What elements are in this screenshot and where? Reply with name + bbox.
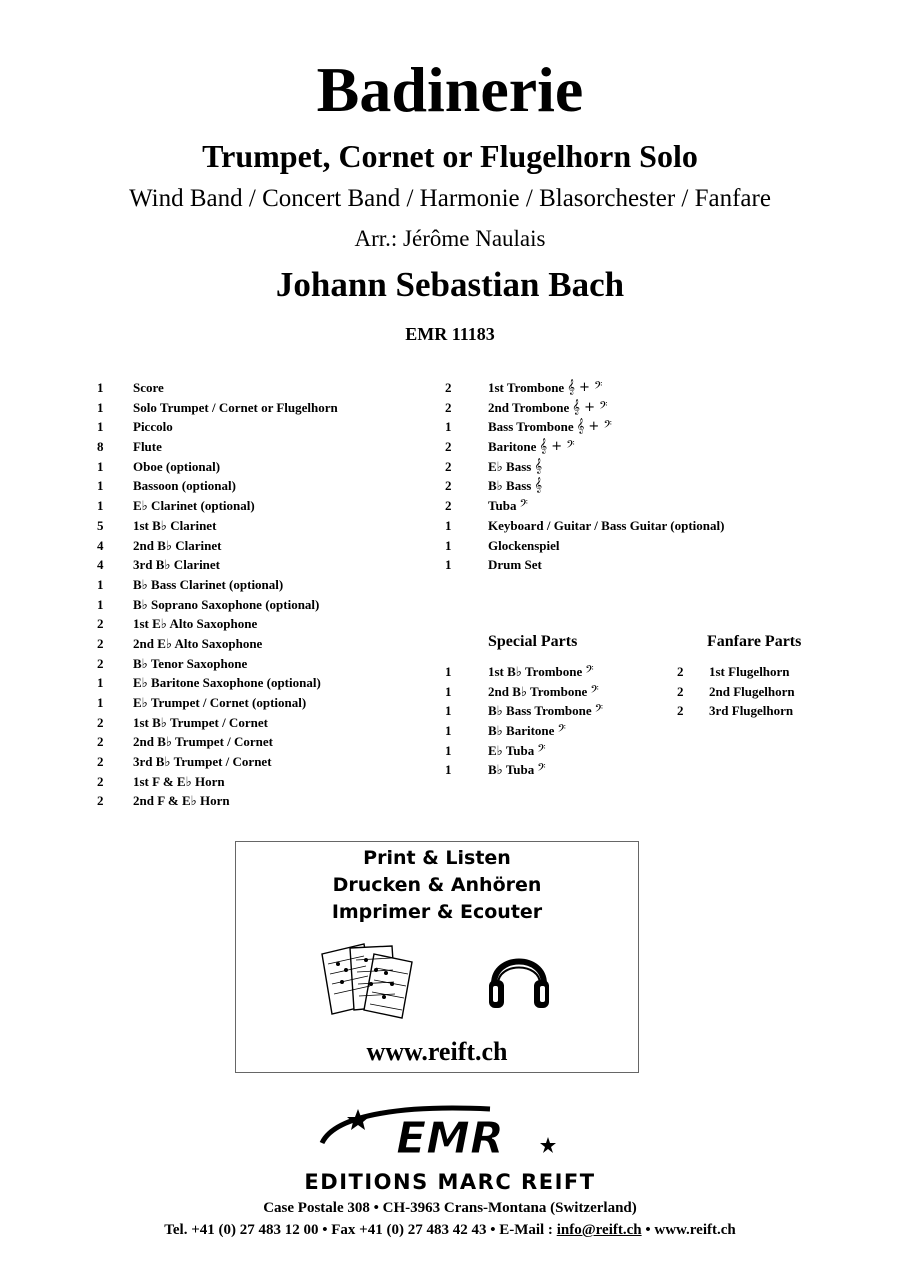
part-name: 1st B♭ Clarinet: [133, 517, 217, 533]
part-quantity: 1: [97, 675, 104, 691]
part-quantity: 1: [445, 762, 452, 778]
part-row: [97, 476, 338, 496]
part-quantity: 2: [677, 683, 684, 699]
part-quantity: 2: [445, 399, 452, 415]
part-name: Tuba: [488, 498, 517, 514]
part-name: 2nd B♭ Trombone: [488, 683, 588, 699]
part-row: [97, 713, 338, 733]
clef-icon: 𝄢: [585, 664, 594, 679]
parts-list-right: [445, 378, 724, 575]
part-quantity: 1: [445, 419, 452, 435]
part-name: Solo Trumpet / Cornet or Flugelhorn: [133, 399, 338, 415]
promo-line-german: Drucken & Anhören: [332, 874, 542, 896]
part-quantity: 1: [445, 517, 452, 533]
part-row: [445, 457, 724, 477]
clef-icon: 𝄢: [519, 498, 528, 514]
parts-list-left: [97, 378, 338, 811]
promo-line-english: Print & Listen: [363, 847, 511, 869]
publisher-address: Case Postale 308 • CH-3963 Crans-Montana (Switzerland): [263, 1200, 637, 1216]
part-name: Keyboard / Guitar / Bass Guitar (optional): [488, 517, 725, 533]
part-quantity: 2: [97, 635, 104, 651]
fanfare-part-row: [677, 662, 795, 682]
part-name: 1st Flugelhorn: [709, 664, 790, 679]
clef-icon: 𝄢: [594, 703, 604, 719]
part-name: 1st B♭ Trumpet / Cornet: [133, 714, 268, 730]
part-name: 2nd E♭ Alto Saxophone: [133, 635, 263, 651]
part-quantity: 2: [97, 616, 104, 632]
clef-icon: 𝄞 + 𝄢: [567, 380, 603, 395]
part-name: B♭ Soprano Saxophone (optional): [133, 596, 320, 612]
clef-icon: 𝄞: [534, 458, 543, 474]
part-quantity: 1: [97, 380, 104, 395]
part-quantity: 2: [97, 734, 104, 750]
special-part-row: [445, 682, 603, 702]
part-name: Oboe (optional): [133, 458, 221, 474]
fanfare-parts-list: [677, 662, 795, 721]
part-quantity: 2: [677, 703, 684, 719]
special-parts-list: [445, 662, 603, 780]
part-row: [445, 378, 724, 398]
part-quantity: 1: [445, 723, 452, 739]
part-quantity: 2: [445, 458, 452, 474]
part-row: [445, 417, 724, 437]
special-parts-heading: Special Parts: [488, 633, 578, 650]
part-row: [97, 575, 338, 595]
part-quantity: 2: [97, 714, 104, 730]
part-name: Score: [133, 380, 164, 395]
part-name: Baritone: [488, 439, 537, 455]
part-name: 3rd Flugelhorn: [709, 703, 794, 719]
part-quantity: 1: [445, 537, 452, 553]
catalog-number: EMR 11183: [405, 324, 495, 344]
part-row: [97, 555, 338, 575]
part-row: [97, 536, 338, 556]
part-quantity: 1: [97, 596, 104, 612]
part-quantity: 2: [97, 793, 104, 809]
part-name: 1st Trombone: [488, 380, 565, 395]
sheet-music-icon: [316, 940, 426, 1020]
part-name: 3rd B♭ Trumpet / Cornet: [133, 754, 272, 770]
part-name: 2nd B♭ Trumpet / Cornet: [133, 734, 273, 750]
part-name: B♭ Baritone: [488, 723, 555, 739]
part-row: [97, 791, 338, 811]
part-row: [97, 634, 338, 654]
part-row: [97, 516, 338, 536]
part-row: [445, 536, 724, 556]
part-quantity: 1: [445, 683, 452, 699]
part-row: [97, 457, 338, 477]
part-quantity: 5: [97, 517, 104, 533]
clef-icon: 𝄞: [534, 478, 543, 494]
part-name: 1st B♭ Trombone: [488, 664, 583, 679]
contact-phone-fax: Tel. +41 (0) 27 483 12 00 • Fax +41 (0) 27 483 42 43 • E-Mail :: [164, 1222, 557, 1238]
part-row: [97, 398, 338, 418]
part-name: Glockenspiel: [488, 537, 560, 553]
page-title: Badinerie: [316, 54, 584, 125]
arranger-line: Arr.: Jérôme Naulais: [354, 226, 546, 251]
part-quantity: 2: [97, 773, 104, 789]
part-row: [445, 398, 724, 418]
special-part-row: [445, 760, 603, 780]
part-row: [445, 437, 724, 457]
part-quantity: 1: [445, 742, 452, 758]
special-part-row: [445, 662, 603, 682]
fanfare-parts-heading: Fanfare Parts: [707, 633, 802, 650]
part-row: [97, 496, 338, 516]
clef-icon: 𝄢: [557, 723, 566, 739]
publisher-name: EDITIONS MARC REIFT: [304, 1170, 596, 1194]
part-quantity: 1: [97, 478, 104, 494]
special-part-row: [445, 701, 603, 721]
part-name: Drum Set: [488, 557, 542, 573]
part-row: [445, 516, 724, 536]
part-quantity: 1: [97, 419, 104, 435]
part-name: E♭ Baritone Saxophone (optional): [133, 675, 321, 691]
special-part-row: [445, 741, 603, 761]
part-quantity: 1: [97, 458, 104, 474]
fanfare-part-row: [677, 682, 795, 702]
part-quantity: 2: [445, 498, 452, 514]
part-quantity: 1: [445, 664, 452, 679]
part-name: B♭ Bass: [488, 478, 532, 494]
clef-icon: 𝄞 + 𝄢: [539, 439, 575, 455]
part-quantity: 8: [97, 439, 104, 455]
subtitle: Trumpet, Cornet or Flugelhorn Solo: [202, 138, 698, 174]
part-quantity: 2: [97, 655, 104, 671]
part-row: [97, 752, 338, 772]
part-quantity: 2: [677, 664, 684, 679]
emr-logo-text: EMR: [396, 1113, 504, 1164]
part-quantity: 2: [445, 439, 452, 455]
part-name: B♭ Tenor Saxophone: [133, 655, 248, 671]
part-quantity: 1: [97, 695, 104, 710]
headphones-icon: [486, 940, 552, 1014]
part-quantity: 1: [97, 498, 104, 514]
part-quantity: 4: [97, 537, 104, 553]
print-listen-box: [235, 841, 639, 1073]
clef-icon: 𝄢: [590, 683, 599, 699]
part-name: E♭ Bass: [488, 458, 532, 474]
part-name: Piccolo: [133, 419, 173, 435]
part-row: [445, 555, 724, 575]
part-name: B♭ Bass Trombone: [488, 703, 592, 719]
part-row: [445, 476, 724, 496]
part-quantity: 2: [445, 380, 452, 395]
clef-icon: 𝄞 + 𝄢: [576, 419, 612, 435]
promo-url[interactable]: www.reift.ch: [366, 1037, 508, 1066]
part-row: [97, 417, 338, 437]
ensemble-line: Wind Band / Concert Band / Harmonie / Blasorchester / Fanfare: [129, 185, 771, 212]
part-name: 1st F & E♭ Horn: [133, 773, 225, 789]
promo-line-french: Imprimer & Ecouter: [331, 901, 543, 923]
part-quantity: 4: [97, 557, 104, 573]
part-name: E♭ Trumpet / Cornet (optional): [133, 695, 307, 710]
part-name: Flute: [133, 439, 162, 455]
part-quantity: 1: [97, 399, 104, 415]
part-quantity: 1: [97, 576, 104, 592]
part-row: [97, 595, 338, 615]
part-name: 2nd Flugelhorn: [709, 683, 795, 699]
composer-name: Johann Sebastian Bach: [275, 265, 625, 304]
part-name: B♭ Bass Clarinet (optional): [133, 576, 284, 592]
part-name: 2nd F & E♭ Horn: [133, 793, 230, 809]
part-row: [97, 437, 338, 457]
part-quantity: 1: [445, 703, 452, 719]
clef-icon: 𝄢: [537, 742, 546, 758]
part-row: [97, 614, 338, 634]
emr-logo: [300, 1103, 600, 1167]
clef-icon: 𝄢: [537, 762, 546, 778]
part-row: [445, 496, 724, 516]
contact-website: • www.reift.ch: [641, 1222, 736, 1238]
part-row: [97, 732, 338, 752]
part-row: [97, 378, 338, 398]
part-row: [97, 772, 338, 792]
part-name: Bass Trombone: [488, 419, 574, 435]
publisher-contact: [0, 1219, 900, 1241]
fanfare-part-row: [677, 701, 795, 721]
part-quantity: 1: [445, 557, 452, 573]
part-name: Bassoon (optional): [133, 478, 236, 494]
part-name: 3rd B♭ Clarinet: [133, 557, 221, 573]
part-name: E♭ Clarinet (optional): [133, 498, 255, 514]
part-name: 2nd B♭ Clarinet: [133, 537, 222, 553]
part-name: E♭ Tuba: [488, 742, 535, 758]
part-name: B♭ Tuba: [488, 762, 535, 778]
part-row: [97, 654, 338, 674]
part-name: 2nd Trombone: [488, 399, 570, 415]
email-link[interactable]: info@reift.ch: [556, 1222, 642, 1238]
clef-icon: 𝄞 + 𝄢: [572, 399, 608, 415]
part-row: [97, 673, 338, 693]
part-quantity: 2: [445, 478, 452, 494]
part-name: 1st E♭ Alto Saxophone: [133, 616, 258, 632]
part-quantity: 2: [97, 754, 104, 770]
part-row: [97, 693, 338, 713]
special-part-row: [445, 721, 603, 741]
